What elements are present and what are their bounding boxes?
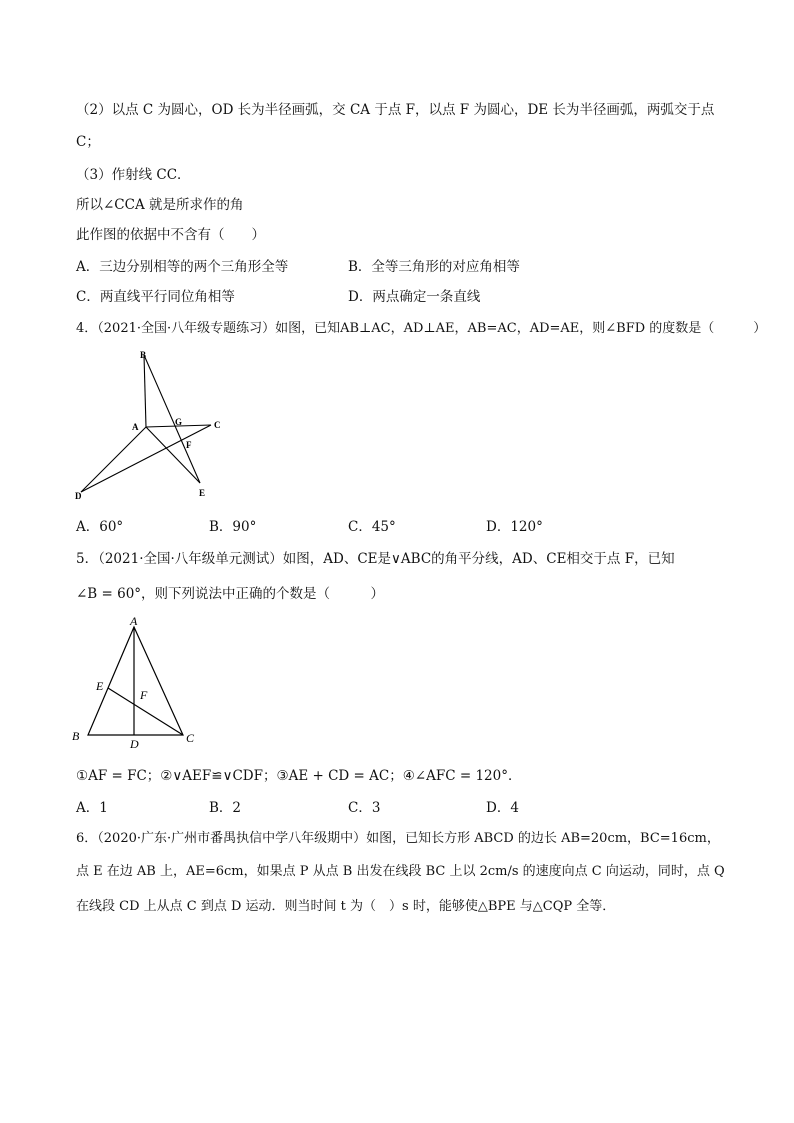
- q6-line3: 在线段 CD 上从点 C 到点 D 运动．则当时间 t 为（ ）s 时，能够使△BPE 与△CQP 全等．: [76, 899, 616, 914]
- q4-segment-ab: [144, 355, 146, 427]
- q5-label-b: B: [72, 729, 80, 743]
- q4-segment-be: [144, 355, 200, 483]
- q4-label-f: F: [186, 440, 192, 450]
- q4-figure: [70, 346, 230, 506]
- q5-option-d: D．4: [486, 800, 519, 816]
- q4-option-c: C．45°: [348, 519, 396, 535]
- q5-label-a: A: [130, 614, 138, 628]
- q3-option-a: A．三边分别相等的两个三角形全等: [76, 259, 289, 275]
- q3-option-c: C．两直线平行同位角相等: [76, 289, 235, 305]
- q5-stem-line2: ∠B = 60°，则下列说法中正确的个数是（ ）: [76, 586, 385, 602]
- q4-label-e: E: [199, 488, 206, 498]
- q5-label-c: C: [186, 731, 195, 745]
- q5-option-c: C．3: [348, 800, 381, 816]
- q4-option-d: D．120°: [486, 519, 543, 535]
- q4-label-g: G: [175, 417, 183, 427]
- q4-stem: 4．（2021·全国·八年级专题练习）如图，已知AB⊥AC，AD⊥AE，AB=AC，AD=AE，则∠BFD 的度数是（ ）: [76, 321, 767, 336]
- q4-label-b: B: [140, 350, 147, 360]
- q3-option-d: D．两点确定一条直线: [348, 289, 481, 305]
- q3-step2-line2: C；: [76, 134, 100, 150]
- q3-question: 此作图的依据中不含有（ ）: [76, 227, 265, 243]
- q4-segment-dc: [81, 425, 211, 492]
- q3-step2-line1: （2）以点 C 为圆心，OD 长为半径画弧，交 CA 于点 F，以点 F 为圆心，DE 长为半径画弧，两弧交于点: [76, 102, 715, 118]
- q5-stem-line1: 5．（2021·全国·八年级单元测试）如图，AD、CE是∨ABC的角平分线，AD、CE相交于点 F，已知: [76, 551, 675, 567]
- q3-option-b: B．全等三角形的对应角相等: [348, 259, 520, 275]
- q4-label-a: A: [132, 422, 139, 432]
- q6-line2: 点 E 在边 AB 上，AE=6cm，如果点 P 从点 B 出发在线段 BC 上以 2cm/s 的速度向点 C 向运动，同时，点 Q: [76, 864, 725, 879]
- q4-label-c: C: [214, 420, 221, 430]
- q4-label-d: D: [75, 491, 82, 501]
- q3-step3: （3）作射线 CC．: [76, 167, 191, 183]
- q6-line1: 6．（2020·广东·广州市番禺执信中学八年级期中）如图，已知长方形 ABCD 的边长 AB=20cm，BC=16cm，: [76, 831, 720, 846]
- q5-statements: ①AF = FC；②∨AEF≌∨CDF；③AE + CD = AC；④∠AFC = 120°．: [76, 768, 522, 784]
- q4-segment-ad: [81, 427, 146, 492]
- q5-label-e: E: [96, 679, 104, 693]
- q5-label-d: D: [130, 737, 139, 751]
- q4-option-a: A．60°: [76, 519, 124, 535]
- q5-label-f: F: [140, 688, 148, 702]
- q5-option-a: A．1: [76, 800, 108, 816]
- q4-option-b: B．90°: [209, 519, 257, 535]
- q3-conclusion: 所以∠CCA 就是所求作的角: [76, 197, 244, 213]
- q5-option-b: B．2: [209, 800, 242, 816]
- q5-figure: [66, 612, 206, 752]
